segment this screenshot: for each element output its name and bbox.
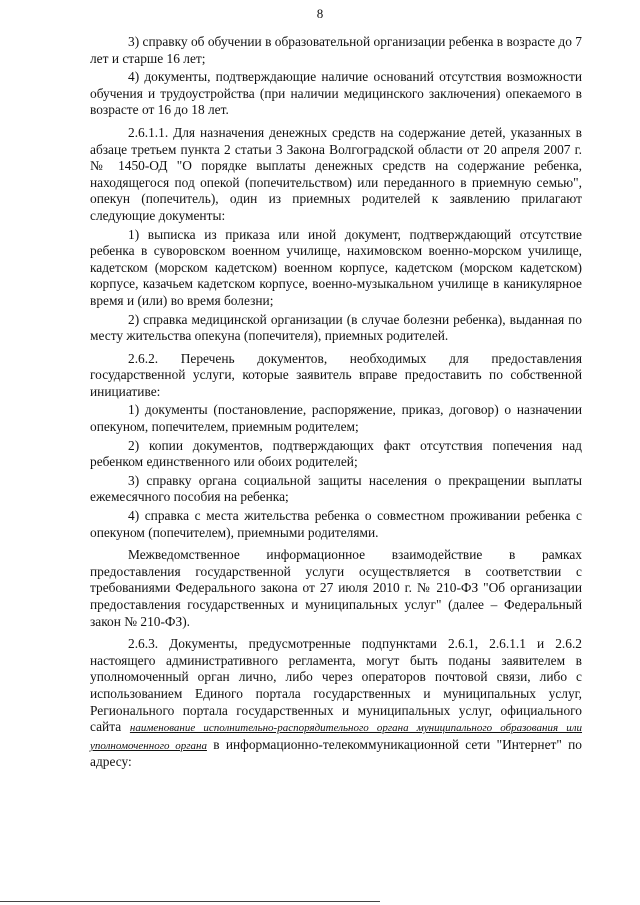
paragraph-2-6-3: [90, 636, 582, 771]
paragraph-list-1: 1) выписка из приказа или иной документ, подтверждающий отсутствие ребенка в суворовском военном училище, нахимовском военно-морском училище, кадетском (морском кадетском) военном корпусе, кадетском (морском кадетском) корпусе, казачьем кадетском корпусе, военно-музыкальном училище в каникулярное время и (или) во время болезни;: [90, 226, 582, 308]
paragraph-doc-2: 2) копии документов, подтверждающих факт отсутствия попечения над ребенком единственного или обоих родителей;: [90, 437, 582, 470]
paragraph-list-2: 2) справка медицинской организации (в случае болезни ребенка), выданная по месту жительства опекуна (попечителя), приемных родителей.: [90, 311, 582, 344]
paragraph-doc-4: 4) справка с места жительства ребенка о совместном проживании ребенка с опекуном (попечителем), приемными родителями.: [90, 508, 582, 540]
paragraph-item-3: 3) справку об обучении в образовательной организации ребенка в возрасте до 7 лет и старше 16 лет;: [90, 34, 582, 66]
page-number: 8: [316, 6, 324, 21]
paragraph-2-6-2: 2.6.2. Перечень документов, необходимых для предоставления государственной услуги, которые заявитель вправе предоставить по собственной инициативе:: [90, 350, 582, 399]
paragraph-interagency: Межведомственное информационное взаимодействие в рамках предоставления государственной услуги осуществляется в соответствии с требованиями Федерального закона от 27 июля 2010 г. № 210-ФЗ "Об организации предоставления государственных и муниципальных услуг" (далее – Федеральный закон № 210-ФЗ).: [90, 547, 582, 629]
paragraph-doc-1: 1) документы (постановление, распоряжение, приказ, договор) о назначении опекуном, попечителем, приемным родителем;: [90, 402, 582, 435]
paragraph-2-6-3-text-end: в информационно-телекоммуникационной сети "Интернет" по адресу:: [90, 736, 582, 770]
placeholder-organ-name: наименование исполнительно-распорядительного органа муниципального образования или уполномоченного органа: [90, 722, 582, 752]
paragraph-2-6-3-text: 2.6.3. Документы, предусмотренные подпунктами 2.6.1, 2.6.1.1 и 2.6.2 настоящего административного регламента, могут быть поданы заявителем в уполномоченный орган лично, либо через операторов почтовой связи, либо с использованием Единого портала государственных и муниципальных услуг, Регионального портала государственных и муниципальных услуг, официального сайта: [90, 636, 582, 735]
document-body: [90, 34, 582, 777]
scan-divider-line: [0, 901, 380, 902]
paragraph-item-4: 4) документы, подтверждающие наличие оснований отсутствия возможности обучения и трудоустройства (при наличии медицинского заключения) опекаемого в возрасте от 16 до 18 лет.: [90, 69, 582, 118]
paragraph-doc-3: 3) справку органа социальной защиты населения о прекращении выплаты ежемесячного пособия на ребенка;: [90, 472, 582, 505]
paragraph-2-6-1-1: 2.6.1.1. Для назначения денежных средств на содержание детей, указанных в абзаце третьем пункта 2 статьи 3 Закона Волгоградской области от 20 апреля 2007 г. № 1450-ОД "О порядке выплаты денежных средств на содержание ребенка, находящегося под опекой (попечительством) или переданного в приемную семью", опекун (попечитель), один из приемных родителей к заявлению прилагают следующие документы:: [90, 124, 582, 223]
